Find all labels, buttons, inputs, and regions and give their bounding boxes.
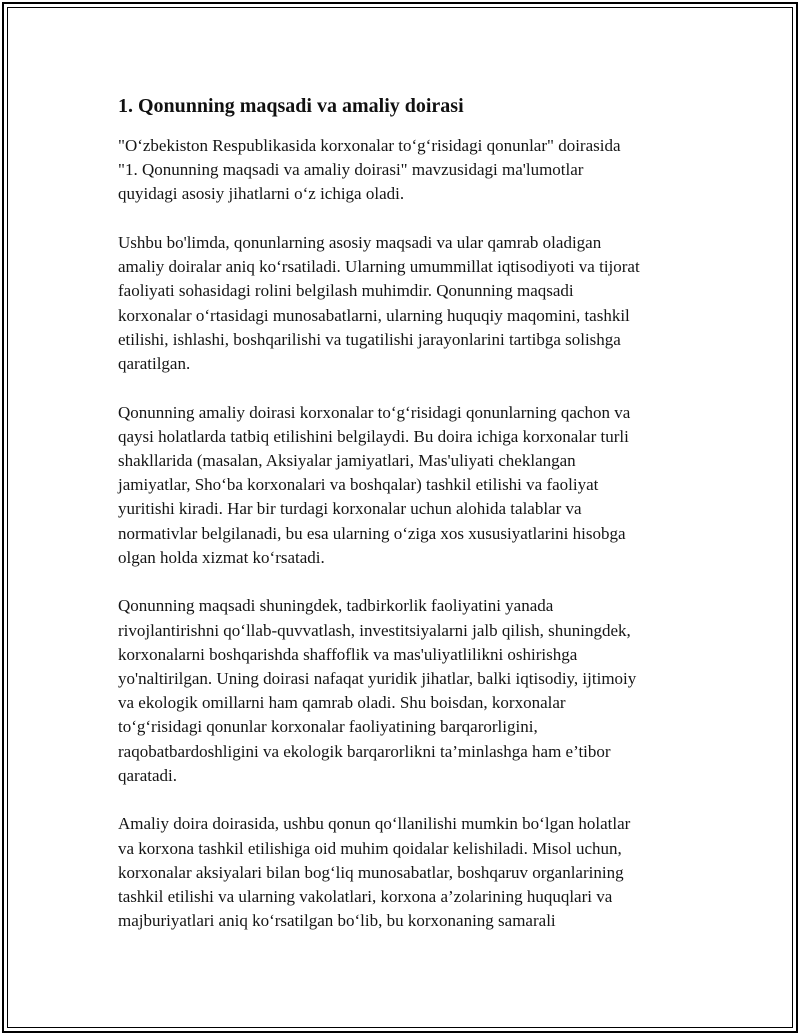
section-heading: 1. Qonunning maqsadi va amaliy doirasi [118,95,464,117]
text-line: va ekologik omillarni ham qamrab oladi. Shu boisdan, korxonalar [118,693,566,713]
text-line: qaratadi. [118,765,177,785]
text-line: to‘g‘risidagi qonunlar korxonalar faoliyatining barqarorligini, [118,717,538,737]
text-line: faoliyati sohasidagi rolini belgilash muhimdir. Qonunning maqsadi [118,281,574,301]
text-line: normativlar belgilanadi, bu esa ularning o‘ziga xos xususiyatlarini hisobga [118,523,626,543]
text-line: rivojlantirishni qo‘llab-quvvatlash, investitsiyalarni jalb qilish, shuningdek, [118,620,631,640]
text-line: Amaliy doira doirasida, ushbu qonun qo‘llanilishi mumkin bo‘lgan holatlar [118,814,631,834]
text-line: va korxona tashkil etilishiga oid muhim qoidalar kelishiladi. Misol uchun, [118,838,622,858]
text-line: olgan holda xizmat ko‘rsatadi. [118,547,325,567]
paragraph-2 [118,231,718,376]
text-line: quyidagi asosiy jihatlarni o‘z ichiga oladi. [118,184,405,204]
document-content [118,94,718,958]
text-line: qaysi holatlarda tatbiq etilishini belgilaydi. Bu doira ichiga korxonalar turli [118,426,629,446]
text-line: etilishi, ishlashi, boshqarilishi va tugatilishi jarayonlarini tartibga solishga [118,329,621,349]
text-line: yo'naltirilgan. Uning doirasi nafaqat yuridik jihatlar, balki iqtisodiy, ijtimoiy [118,669,637,689]
text-line: amaliy doiralar aniq ko‘rsatiladi. Ularning umummillat iqtisodiyoti va tijorat [118,257,640,277]
text-line: tashkil etilishi va ularning vakolatlari, korxona a’zolarining huquqlari va [118,887,613,907]
paragraph-3 [118,401,718,570]
text-line: Qonunning maqsadi shuningdek, tadbirkorlik faoliyatini yanada [118,596,554,616]
paragraph-1 [118,134,718,207]
text-line: jamiyatlar, Sho‘ba korxonalari va boshqalar) tashkil etilishi va faoliyat [118,475,599,495]
text-line: majburiyatlari aniq ko‘rsatilgan bo‘lib, bu korxonaning samarali [118,911,556,931]
text-line: "1. Qonunning maqsadi va amaliy doirasi" mavzusidagi ma'lumotlar [118,160,584,180]
text-line: qaratilgan. [118,354,191,374]
text-line: korxonalar aksiyalari bilan bog‘liq munosabatlar, boshqaruv organlarining [118,862,624,882]
text-line: Qonunning amaliy doirasi korxonalar to‘g‘risidagi qonunlarning qachon va [118,402,631,422]
text-line: Ushbu bo'limda, qonunlarning asosiy maqsadi va ular qamrab oladigan [118,233,602,252]
text-line: korxonalar o‘rtasidagi munosabatlarni, ularning huquqiy maqomini, tashkil [118,305,630,325]
paragraph-5 [118,812,718,933]
document-body [118,134,718,933]
text-line: korxonalarni boshqarishda shaffoflik va mas'uliyatlilikni oshirishga [118,644,578,664]
text-line: shakllarida (masalan, Aksiyalar jamiyatlari, Mas'uliyati cheklangan [118,451,576,471]
text-line: yuritishi kiradi. Har bir turdagi korxonalar uchun alohida talablar va [118,499,582,519]
text-line: "O‘zbekiston Respublikasida korxonalar to‘g‘risidagi qonunlar" doirasida [118,136,621,155]
text-line: raqobatbardoshligini va ekologik barqarorlikni ta’minlashga ham e’tibor [118,741,611,761]
paragraph-4 [118,594,718,788]
